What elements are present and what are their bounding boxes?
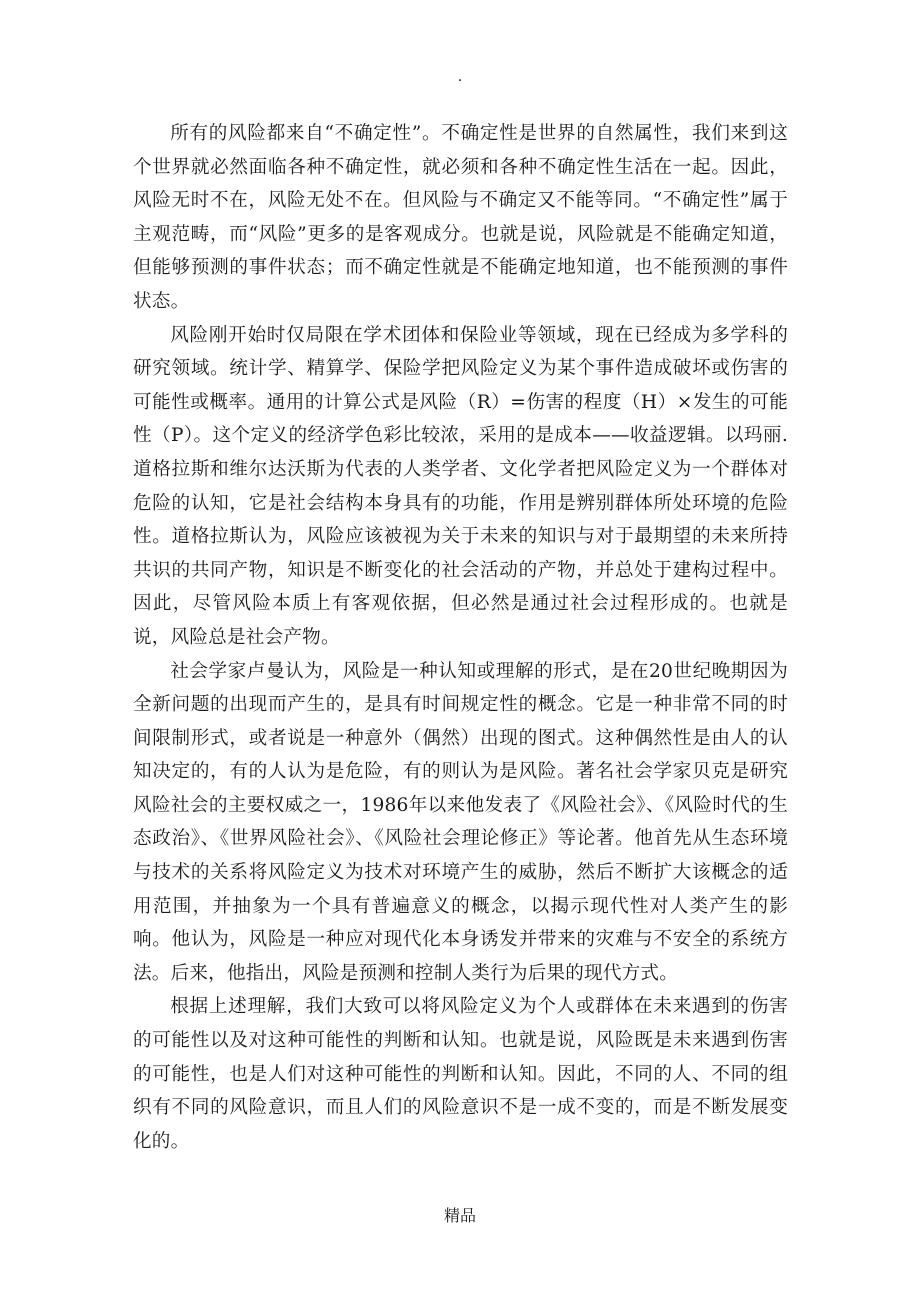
footer-label: 精品 bbox=[443, 1206, 476, 1225]
paragraph-definitions: 风险刚开始时仅局限在学术团体和保险业等领域，现在已经成为多学科的研究领域。统计学、精算学、保险学把风险定义为某个事件造成破坏或伤害的可能性或概率。通用的计算公式是风险（R）=伤害的程度（H）×发生的可能性（P）。这个定义的经济学色彩比较浓，采用的是成本——收益逻辑。以玛丽.道格拉斯和维尔达沃斯为代表的人类学者、文化学者把风险定义为一个群体对危险的认知，它是社会结构本身具有的功能，作用是辨别群体所处环境的危险性。道格拉斯认为，风险应该被视为关于未来的知识与对于最期望的未来所持共识的共同产物，知识是不断变化的社会活动的产物，并总处于建构过程中。因此，尽管风险本质上有客观依据，但必然是通过社会过程形成的。也就是说，风险总是社会产物。 bbox=[133, 324, 788, 648]
header-mark: . bbox=[457, 69, 463, 85]
paragraph-conclusion: 根据上述理解，我们大致可以将风险定义为个人或群体在未来遇到的伤害的可能性以及对这种可能性的判断和认知。也就是说，风险既是未来遇到伤害的可能性，也是人们对这种可能性的判断和认知。因此，不同的人、不同的组织有不同的风险意识，而且人们的风险意识不是一成不变的，而是不断发展变化的。 bbox=[133, 996, 788, 1152]
paragraph-luhmann-beck: 社会学家卢曼认为，风险是一种认知或理解的形式，是在20世纪晚期因为全新问题的出现而产生的，是具有时间规定性的概念。它是一种非常不同的时间限制形式，或者说是一种意外（偶然）出现的图式。这种偶然性是由人的认知决定的，有的人认为是危险，有的则认为是风险。著名社会学家贝克是研究风险社会的主要权威之一，1986年以来他发表了《风险社会》、《风险时代的生态政治》、《世界风险社会》、《风险社会理论修正》等论著。他首先从生态环境与技术的关系将风险定义为技术对环境产生的威胁，然后不断扩大该概念的适用范围，并抽象为一个具有普遍意义的概念，以揭示现代性对人类产生的影响。他认为，风险是一种应对现代化本身诱发并带来的灾难与不安全的系统方法。后来，他指出，风险是预测和控制人类行为后果的现代方式。 bbox=[133, 660, 788, 984]
paragraph-uncertainty: 所有的风险都来自“不确定性”。不确定性是世界的自然属性，我们来到这个世界就必然面临各种不确定性，就必须和各种不确定性生活在一起。因此，风险无时不在，风险无处不在。但风险与不确定又不能等同。“不确定性”属于主观范畴，而“风险”更多的是客观成分。也就是说，风险就是不能确定知道，但能够预测的事件状态；而不确定性就是不能确定地知道，也不能预测的事件状态。 bbox=[133, 123, 788, 312]
document-body bbox=[133, 117, 788, 1158]
